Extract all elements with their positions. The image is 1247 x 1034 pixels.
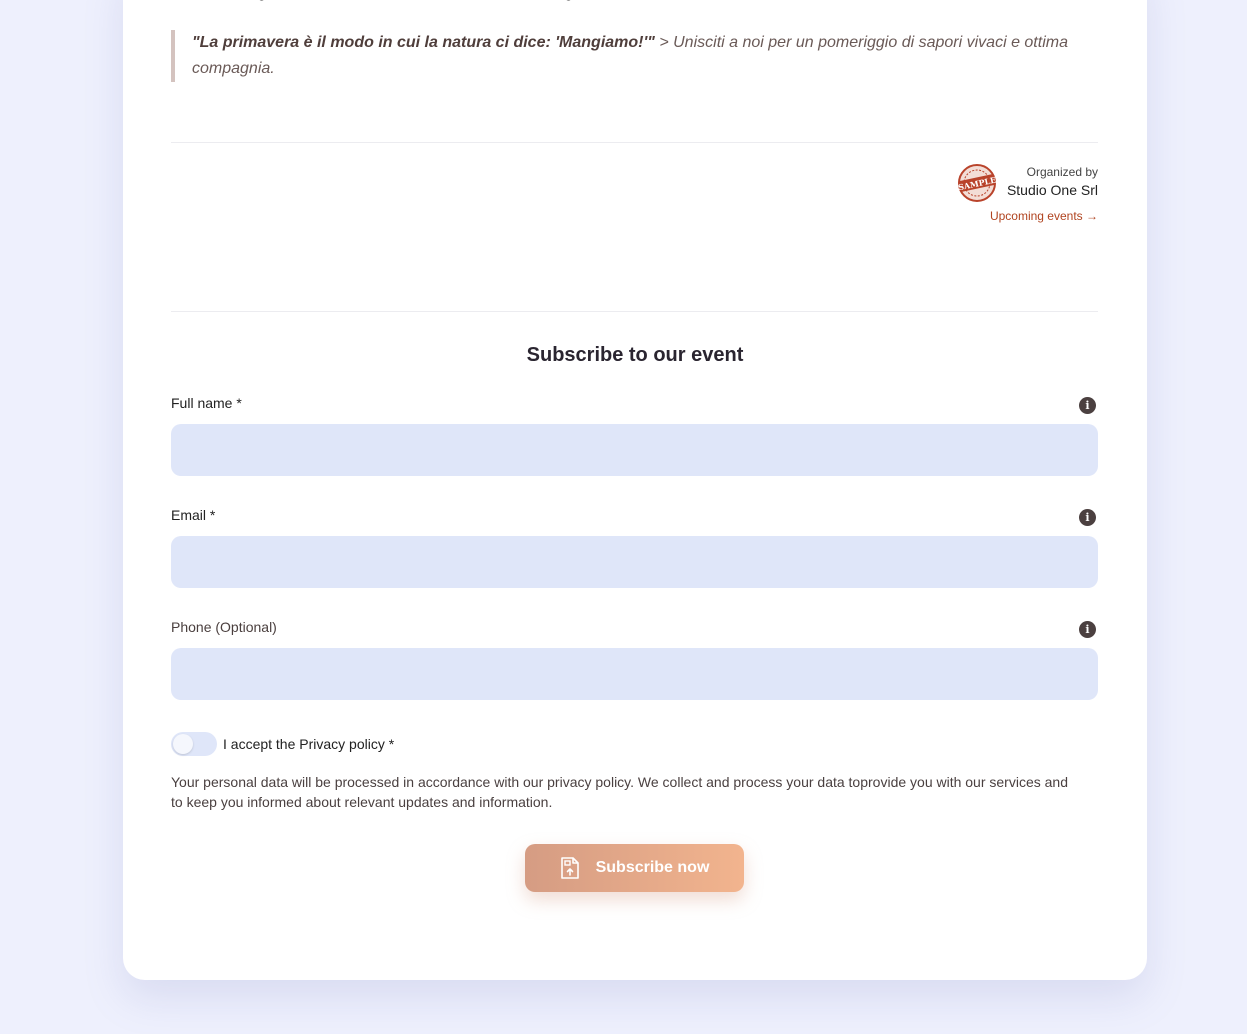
event-quote: [171, 30, 1092, 82]
info-icon[interactable]: i: [1079, 621, 1096, 638]
logo-text: SAMPLE: [957, 174, 997, 193]
privacy-notice-text: Your personal data will be processed in accordance with our privacy policy. We collect and process your data toprovide you with our services and to keep you informed about relevant updates and information.: [171, 774, 1068, 810]
full-name-input[interactable]: [171, 424, 1098, 476]
phone-input[interactable]: [171, 648, 1098, 700]
upcoming-events-link[interactable]: Upcoming events →: [989, 209, 1098, 223]
subscribe-now-label: Subscribe now: [595, 859, 710, 876]
info-icon[interactable]: i: [1079, 509, 1096, 526]
full-name-label: Full name *: [171, 395, 242, 411]
organizer-block: [957, 163, 1098, 223]
event-description-text: [171, 0, 1098, 2]
toggle-knob: [173, 734, 193, 754]
form-title: Subscribe to our event: [526, 344, 744, 366]
divider: [171, 311, 1098, 312]
sample-stamp-logo-icon: [957, 163, 997, 203]
save-document-icon: [560, 857, 580, 879]
privacy-label: I accept the Privacy policy *: [223, 736, 395, 752]
organized-by-caption: Organized by: [1026, 165, 1098, 179]
quote-bold-text: "La primavera è il modo in cui la natura ci dice: 'Mangiamo!'": [192, 34, 655, 51]
quote-rest-text: > Unisciti a noi per un pomeriggio di sapori vivaci e ottima compagnia.: [192, 34, 1068, 77]
email-label: Email *: [171, 507, 216, 523]
phone-label: Phone (Optional): [171, 619, 277, 635]
subscribe-now-button[interactable]: [525, 844, 744, 892]
email-input[interactable]: [171, 536, 1098, 588]
privacy-toggle[interactable]: [171, 732, 217, 756]
event-card: [123, 0, 1147, 980]
organizer-name: Studio One Srl: [1006, 182, 1098, 198]
info-icon[interactable]: i: [1079, 397, 1096, 414]
divider: [171, 142, 1098, 143]
